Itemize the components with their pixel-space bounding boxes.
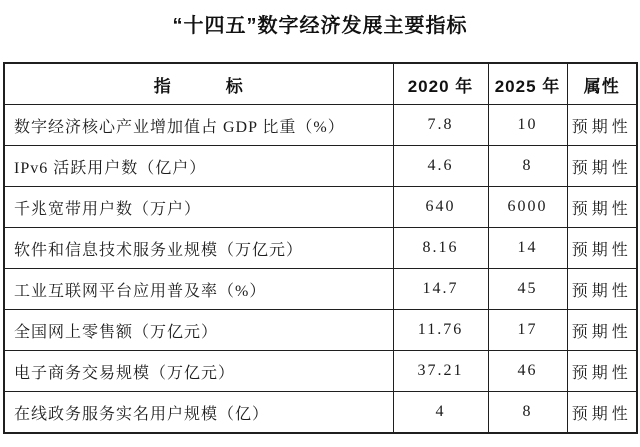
table-row <box>4 351 637 392</box>
value-2020-cell: 8.16 <box>393 228 488 269</box>
header-indicator: 指 标 <box>4 63 393 105</box>
table-row <box>4 392 637 434</box>
table-row <box>4 269 637 310</box>
value-2020-cell: 4 <box>393 392 488 434</box>
attribute-cell: 预期性 <box>567 351 637 392</box>
attribute-cell: 预期性 <box>567 392 637 434</box>
table-row <box>4 187 637 228</box>
page-title: “十四五”数字经济发展主要指标 <box>172 15 468 37</box>
header-attribute: 属性 <box>567 63 637 105</box>
indicator-cell: 千兆宽带用户数（万户） <box>4 187 393 228</box>
value-2025-cell: 46 <box>488 351 567 392</box>
indicator-cell: 在线政务服务实名用户规模（亿） <box>4 392 393 434</box>
table-row <box>4 105 637 146</box>
value-2025-cell: 14 <box>488 228 567 269</box>
value-2025-cell: 10 <box>488 105 567 146</box>
value-2025-cell: 8 <box>488 146 567 187</box>
value-2025-cell: 6000 <box>488 187 567 228</box>
table-row <box>4 228 637 269</box>
value-2020-cell: 37.21 <box>393 351 488 392</box>
value-2020-cell: 4.6 <box>393 146 488 187</box>
indicator-cell: IPv6 活跃用户数（亿户） <box>4 146 393 187</box>
attribute-cell: 预期性 <box>567 310 637 351</box>
indicator-cell: 数字经济核心产业增加值占 GDP 比重（%） <box>4 105 393 146</box>
indicator-cell: 电子商务交易规模（万亿元） <box>4 351 393 392</box>
value-2020-cell: 11.76 <box>393 310 488 351</box>
value-2020-cell: 7.8 <box>393 105 488 146</box>
value-2020-cell: 14.7 <box>393 269 488 310</box>
value-2020-cell: 640 <box>393 187 488 228</box>
table-row <box>4 146 637 187</box>
header-2025: 2025 年 <box>488 63 567 105</box>
indicators-table <box>3 62 638 434</box>
indicator-cell: 工业互联网平台应用普及率（%） <box>4 269 393 310</box>
attribute-cell: 预期性 <box>567 105 637 146</box>
value-2025-cell: 17 <box>488 310 567 351</box>
value-2025-cell: 8 <box>488 392 567 434</box>
table-header-row <box>4 63 637 105</box>
attribute-cell: 预期性 <box>567 228 637 269</box>
table-row <box>4 310 637 351</box>
attribute-cell: 预期性 <box>567 146 637 187</box>
attribute-cell: 预期性 <box>567 269 637 310</box>
attribute-cell: 预期性 <box>567 187 637 228</box>
indicator-cell: 软件和信息技术服务业规模（万亿元） <box>4 228 393 269</box>
header-2020: 2020 年 <box>393 63 488 105</box>
value-2025-cell: 45 <box>488 269 567 310</box>
indicator-cell: 全国网上零售额（万亿元） <box>4 310 393 351</box>
document-page <box>0 14 640 434</box>
